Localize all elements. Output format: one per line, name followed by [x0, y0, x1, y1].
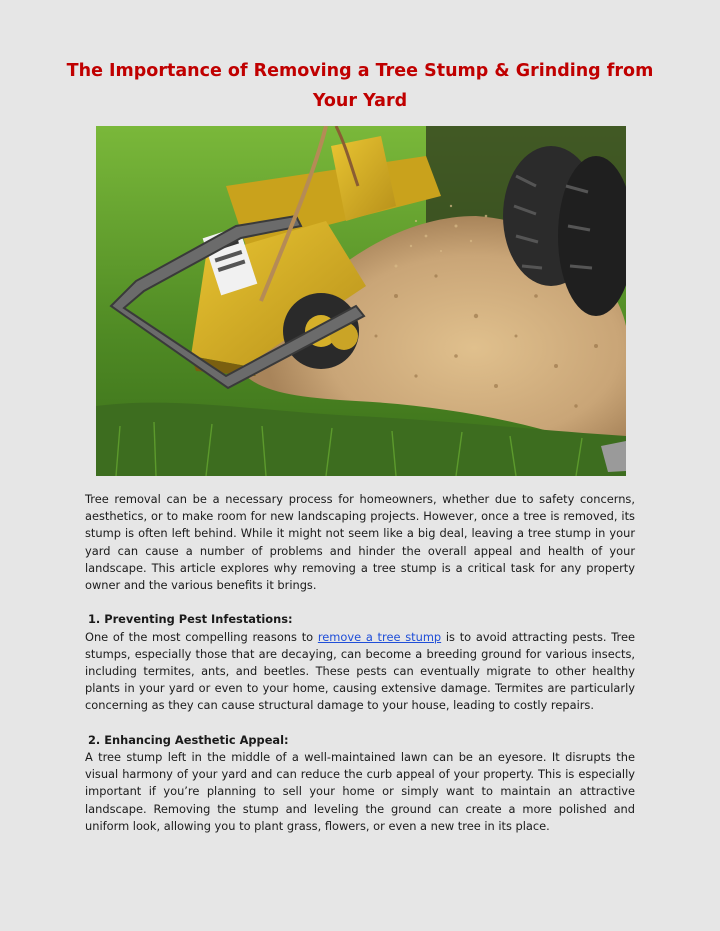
page-title: The Importance of Removing a Tree Stump & Grinding from Your Yard — [66, 61, 654, 111]
section-heading-pests: 1. Preventing Pest Infestations: — [88, 612, 293, 627]
remove-tree-stump-link[interactable]: remove a tree stump — [317, 629, 442, 644]
section-paragraph-aesthetic: A tree stump left in the middle of a well-maintained lawn can be an eyesore. It disrupts the visual harmony of your yard and can reduce the curb appeal of your property. This is especially important if you’re planning to sell your home or simply want to maintain an attractive landscape. Removing the stump and leveling the ground can create a more polished and uniform look, allowing you to plant grass, flowers, or even a new tree in its place. — [85, 750, 635, 833]
section-heading-aesthetic: 2. Enhancing Aesthetic Appeal: — [88, 732, 289, 747]
article-body — [85, 491, 635, 835]
stump-grinder-photo — [96, 126, 626, 476]
intro-paragraph: Tree removal can be a necessary process for homeowners, whether due to safety concerns, aesthetics, or to make room for new landscaping projects. However, once a tree is removed, its stump is often left behind. While it might not seem like a big deal, leaving a tree stump in your yard can cause a number of problems and hinder the overall appeal and health of your landscape. This article explores why removing a tree stump is a critical task for any property owner and the various benefits it brings. — [85, 492, 635, 593]
pests-text-end: is to avoid attracting pests. Tree stumps, especially those that are decaying, can become a breeding ground for various insects, including termites, ants, and beetles. These pests can eventually migrate to other healthy plants in your yard or even to your home, causing extensive damage. Termites are particularly concerning as they can cause structural damage to your house, leading to costly repairs. — [85, 629, 635, 713]
section-paragraph-pests — [85, 629, 635, 715]
pests-text-start: One of the most compelling reasons to — [85, 629, 318, 644]
